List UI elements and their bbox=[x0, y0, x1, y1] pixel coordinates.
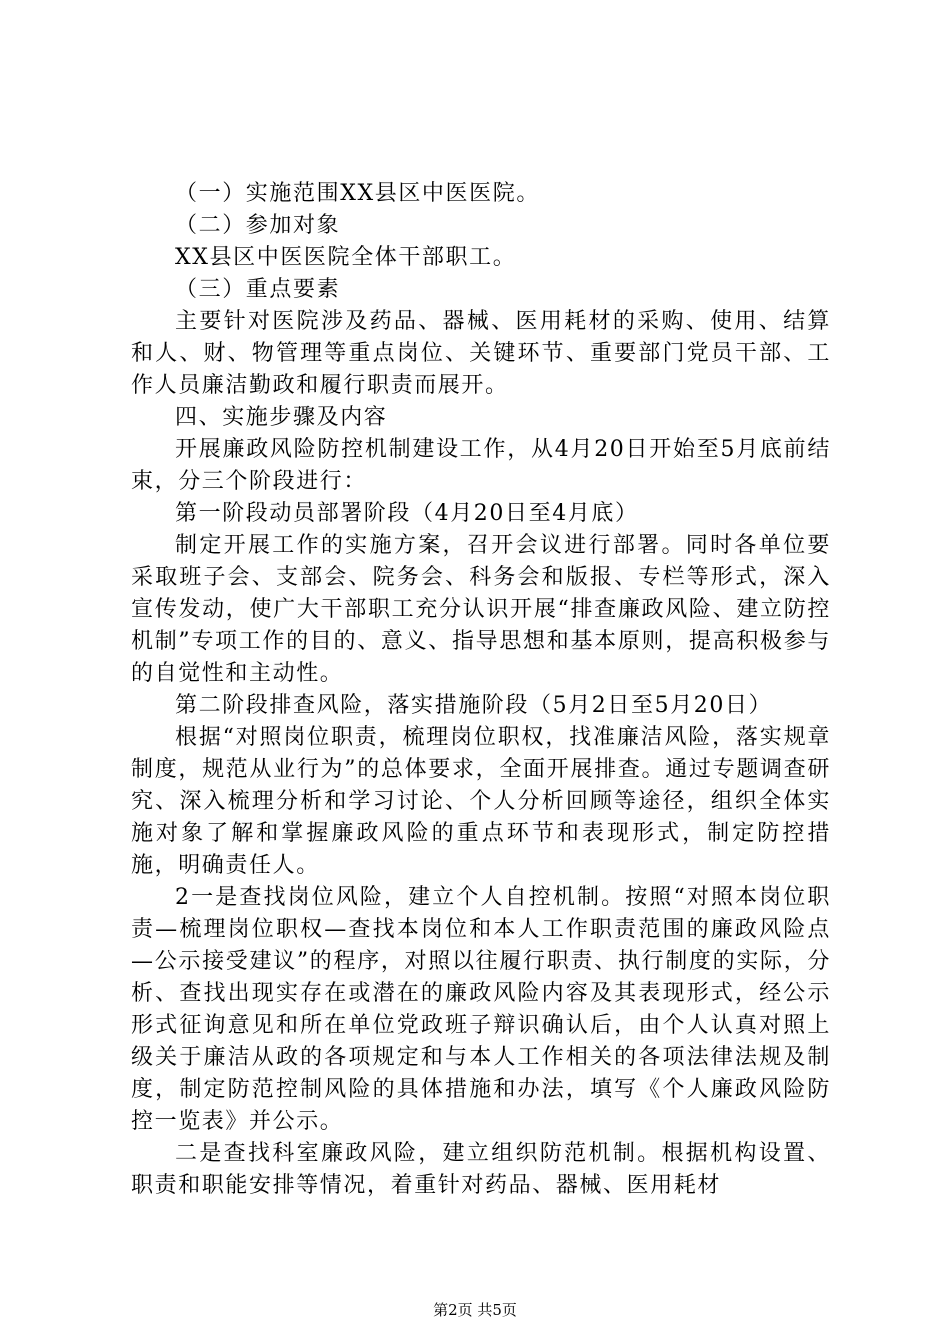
document-body bbox=[131, 178, 831, 1202]
paragraph-stage-two: 根据“对照岗位职责，梳理岗位职权，找准廉洁风险，落实规章制度，规范从业行为”的总体要求，全面开展排查。通过专题调查研究、深入梳理分析和学习讨论、个人分析回顾等途径，组织全体实施对象了解和掌握廉政风险的重点环节和表现形式，制定防控措施，明确责任人。 bbox=[131, 725, 831, 878]
paragraph-steps-intro: 开展廉政风险防控机制建设工作，从4月20日开始至5月底前结束，分三个阶段进行： bbox=[131, 437, 831, 494]
paragraph-key-elements: 主要针对医院涉及药品、器械、医用耗材的采购、使用、结算和人、财、物管理等重点岗位、关键环节、重要部门党员干部、工作人员廉洁勤政和履行职责而展开。 bbox=[131, 309, 831, 398]
paragraph-stage-two-heading: 第二阶段排查风险，落实措施阶段（5月2日至5月20日） bbox=[175, 693, 773, 718]
paragraph-participants-heading: （二）参加对象 bbox=[175, 213, 341, 238]
paragraph-key-elements-heading: （三）重点要素 bbox=[175, 277, 341, 302]
paragraph-stage-one-heading: 第一阶段动员部署阶段（4月20日至4月底） bbox=[175, 501, 639, 526]
paragraph-stage-one: 制定开展工作的实施方案，召开会议进行部署。同时各单位要采取班子会、支部会、院务会、科务会和版报、专栏等形式，深入宣传发动，使广大干部职工充分认识开展“排查廉政风险、建立防控机制”专项工作的目的、意义、指导思想和基本原则，提高积极参与的自觉性和主动性。 bbox=[131, 533, 831, 686]
paragraph-department-risk: 二是查找科室廉政风险，建立组织防范机制。根据机构设置、职责和职能安排等情况，着重针对药品、器械、医用耗材 bbox=[131, 1141, 831, 1198]
page-number-footer: 第2页 共5页 bbox=[433, 1301, 517, 1319]
paragraph-steps-heading: 四、实施步骤及内容 bbox=[175, 405, 388, 430]
paragraph-scope: （一）实施范围XX县区中医医院。 bbox=[175, 181, 540, 206]
paragraph-post-risk: 2一是查找岗位风险，建立个人自控机制。按照“对照本岗位职责—梳理岗位职权—查找本岗位和本人工作职责范围的廉政风险点—公示接受建议”的程序，对照以往履行职责、执行制度的实际，分析、查找出现实存在或潜在的廉政风险内容及其表现形式，经公示形式征询意见和所在单位党政班子辩识确认后，由个人认真对照上级关于廉洁从政的各项规定和与本人工作相关的各项法律法规及制度，制定防范控制风险的具体措施和办法，填写《个人廉政风险防控一览表》并公示。 bbox=[131, 885, 831, 1134]
paragraph-participants: XX县区中医医院全体干部职工。 bbox=[175, 245, 517, 270]
